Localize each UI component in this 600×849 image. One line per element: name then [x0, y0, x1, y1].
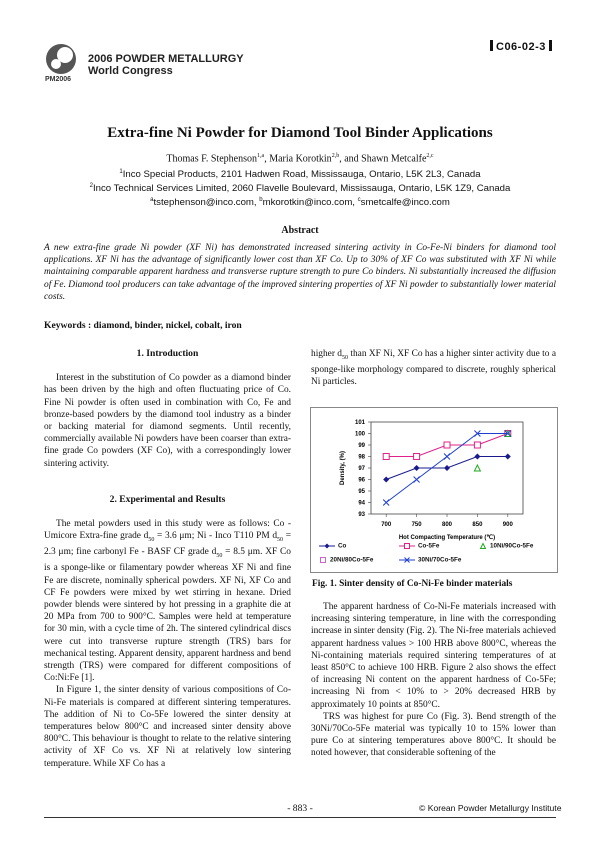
- footer-rule: [44, 817, 556, 818]
- data-point-co-5fe: [474, 442, 480, 448]
- legend-label: Co: [338, 542, 347, 550]
- trs-paragraph: TRS was highest for pure Co (Fig. 3). Bend strength of the 30Ni/70Co-5Fe material was typically 10 to 15% lower than pure Co at sintering temperatures above 800°C. It should be noted however, that considerable softening of the: [311, 711, 556, 759]
- legend-item: [399, 542, 439, 550]
- abstract-text: A new extra-fine grade Ni powder (XF Ni) has demonstrated increased sintering activity in Co-Fe-Ni binders for diamond tool applications. XF Ni has the advantage of significantly lower cost than XF Co. Up to 30% of XF Co was substituted with XF Ni while maintaining comparable apparent hardness and transverse rupture strength to pure Co binders. Ni substantially increased the diffusion of Fe. Diamond tool producers can take advantage of the improved sintering properties of XF Ni powder to substantially lower material costs.: [44, 243, 556, 302]
- legend-label: 10Ni/90Co-5Fe: [490, 542, 534, 550]
- y-tick-label: 93: [358, 512, 365, 518]
- y-axis-label: Density, (%): [340, 451, 346, 485]
- legend-item: [319, 542, 346, 550]
- legend-symbol: [319, 542, 335, 550]
- x-tick-label: 700: [381, 522, 392, 528]
- affiliations: [0, 167, 600, 208]
- affiliation-2: $^2$Inco Technical Services Limited, 2060 Flavelle Boulevard, Mississauga, Ontario, L5K 1Z9, Canada: [89, 182, 511, 194]
- figure-1-caption: Fig. 1. Sinter density of Co-Ni-Fe binder materials: [312, 579, 513, 589]
- hardness-paragraph: The apparent hardness of Co-Ni-Fe materials increased with increasing sintering temperature, in line with the corresponding increase in sinter density (Fig. 2). The Ni-free materials achieved apparent hardness values > 100 HRB above 800°C, whereas the Ni-containing materials required sintering temperatures of at least 850°C to achieve 100 HRB. Figure 2 also shows the effect of increasing Ni content on the apparent hardness of Co-5Fe; increasing Ni from < 10% to > 20% decreased HRB by approximately 10 points at 850°C.: [311, 602, 556, 710]
- x-tick-label: 850: [472, 522, 483, 528]
- x-tick-label: 750: [411, 522, 422, 528]
- author-emails: $^a$tstephenson@inco.com, $^b$mkorotkin@inco.com, $^c$smetcalfe@inco.com: [150, 196, 450, 208]
- y-tick-label: 101: [354, 420, 365, 426]
- pm2006-logo: [44, 42, 78, 76]
- legend-label: 30Ni/70Co-5Fe: [418, 556, 462, 564]
- page-number: - 883 -: [287, 803, 313, 814]
- data-point-co-5fe: [444, 442, 450, 448]
- y-tick-label: 98: [358, 454, 365, 461]
- data-point-co-5fe: [414, 454, 420, 460]
- conference-line-2: World Congress: [88, 65, 173, 77]
- y-tick-label: 96: [358, 477, 365, 484]
- figure-1-chart: [310, 407, 558, 573]
- legend-label: 20Ni/80Co-5Fe: [330, 556, 374, 564]
- legend-symbol: [399, 556, 415, 564]
- abstract-heading: Abstract: [281, 225, 319, 236]
- intro-heading: 1. Introduction: [136, 348, 199, 359]
- y-tick-label: 94: [358, 500, 365, 507]
- conference-name: [88, 53, 244, 77]
- legend-item: [319, 556, 373, 564]
- experimental-heading: 2. Experimental and Results: [109, 493, 226, 505]
- y-tick-label: 95: [358, 489, 365, 495]
- experimental-paragraph-1: The metal powders used in this study were as follows: Co - Umicore Extra-fine grade $d_{50} = 3.6$ μm; Ni - Inco T110 PM $d_{50} = 2.3$ μm; fine carbonyl Fe - BASF CF grade $d_{50} = 8.5$ μm. XF Co is a sponge-like or filamentary powder whereas XF Ni and fine Fe are discrete, nominally spherical powders. XF Ni, XF Co and CF Fe powders were mixed by wet stirring in hexane. Dried powder blends were sintered by hot pressing in a graphite die at 20 MPa from 700 to 900°C. Samples were held at temperature for 30 min, with a cycle time of 2h. The sintered cylindrical discs were cut into transverse rupture strength (TRS) bars for mechanical testing. Apparent density, apparent hardness and bend strength (TRS) were compared for different compositions of Co:Ni:Fe [1].: [44, 519, 291, 684]
- y-tick-label: 99: [358, 443, 365, 449]
- legend-symbol: [319, 556, 327, 564]
- legend-symbol: [479, 542, 487, 550]
- right-column-bottom: [311, 601, 556, 760]
- left-column: [44, 348, 291, 770]
- data-point-co-5fe: [383, 454, 389, 460]
- x-tick-label: 800: [441, 522, 453, 528]
- paper-code: C06-02-3: [487, 40, 555, 53]
- conference-line-1: 2006 POWDER METALLURGY: [88, 53, 244, 65]
- copyright: © Korean Powder Metallurgy Institute: [419, 803, 562, 813]
- continued-paragraph: higher $d_{50}$ than XF Ni, XF Co has a higher sinter activity due to a sponge-like morphology compared to discrete, roughly spherical Ni particles.: [311, 349, 556, 388]
- paper-title: Extra-fine Ni Powder for Diamond Tool Binder Applications: [107, 125, 493, 141]
- legend-label: Co-5Fe: [418, 542, 440, 550]
- x-axis-label: Hot Compacting Temperature (℃): [398, 535, 496, 541]
- intro-paragraph: Interest in the substitution of Co powder as a diamond binder has been driven by the high and often fluctuating price of Co. Fine Ni powder is often used in combination with Co, Fe and bronze-based powders by the diamond tool industry as a binder or backing material for diamond segments. Until recently, commercially available Ni powders have been coarser than extra-fine grade Co powders (XF Co), with a correspondingly lower sintering activity.: [44, 373, 291, 469]
- legend-item: [479, 542, 533, 550]
- x-tick-label: 900: [502, 522, 513, 528]
- right-column-top: [311, 348, 556, 388]
- affiliation-1: $^1$Inco Special Products, 2101 Hadwen Road, Mississauga, Ontario, L5K 2L3, Canada: [119, 169, 481, 181]
- y-tick-label: 97: [358, 466, 365, 472]
- logo-year: PM2006: [45, 76, 72, 83]
- authors: Thomas F. Stephenson$^{1,a}$, Maria Korotkin$^{2,b}$, and Shawn Metcalfe$^{2,c}$: [166, 153, 434, 165]
- y-tick-label: 100: [354, 431, 365, 438]
- experimental-paragraph-2: In Figure 1, the sinter density of various compositions of Co-Ni-Fe materials is compared at different sintering temperatures. The addition of Ni to Co-5Fe lowered the sinter density at temperatures below 800°C and increased sinter density above 800°C. This behaviour is thought to relate to the relative sintering activity of XF Co vs. XF Ni at relatively low sintering temperature. While XF Co has a: [44, 685, 291, 769]
- keywords: Keywords : diamond, binder, nickel, cobalt, iron: [44, 320, 242, 331]
- legend-symbol: [399, 542, 415, 550]
- legend-item: [399, 556, 461, 564]
